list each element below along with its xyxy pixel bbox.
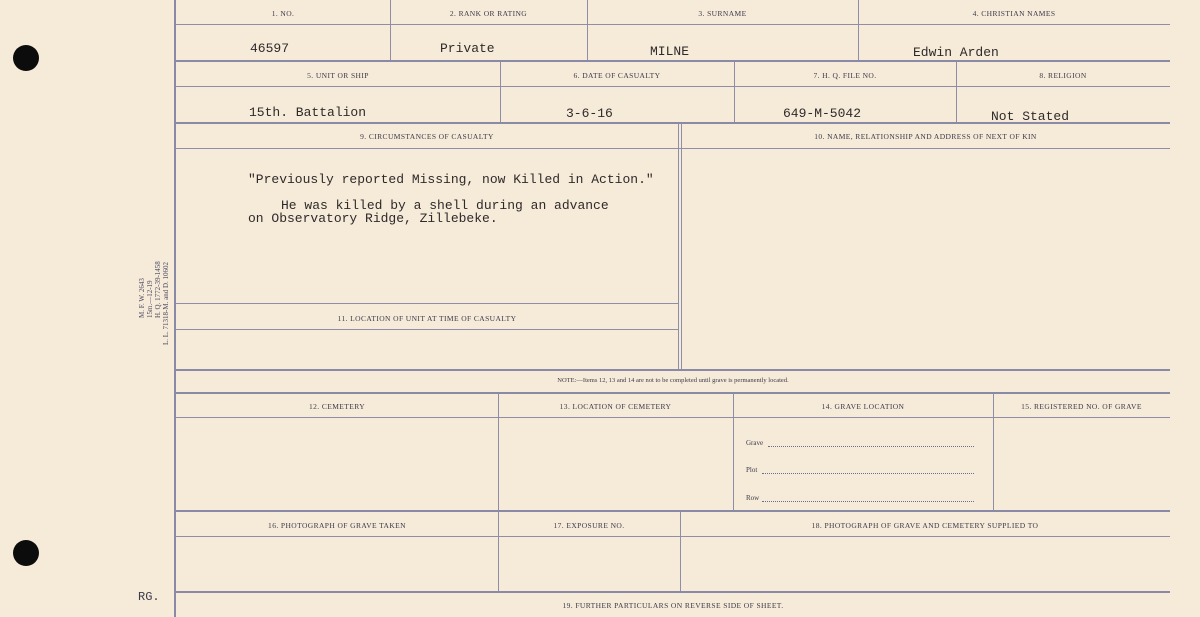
- surname-value: MILNE: [650, 44, 690, 59]
- rank-value: Private: [440, 41, 495, 56]
- label-cemetery-location: 13. LOCATION OF CEMETERY: [559, 402, 672, 411]
- row3-divider: [681, 124, 682, 369]
- row3-divider-inner: [678, 124, 679, 369]
- label-rank: 2. RANK OR RATING: [449, 9, 528, 18]
- row3-bottom-line: [176, 369, 1170, 371]
- grave-label: Grave: [746, 439, 764, 447]
- grave-dotted-line: [768, 446, 974, 447]
- location-top-line: [176, 303, 678, 304]
- label-no: 1. NO.: [271, 9, 295, 18]
- label-file: 7. H. Q. FILE NO.: [813, 71, 877, 80]
- row1-bottom-line: [176, 60, 1170, 62]
- row4-divider-1: [498, 394, 499, 510]
- row4-bottom-line: [176, 510, 1170, 512]
- note-text: NOTE:—Items 12, 13 and 14 are not to be completed until grave is permanently located.: [557, 377, 789, 384]
- punch-hole-bottom: [13, 540, 39, 566]
- label-location-of-unit: 11. LOCATION OF UNIT AT TIME OF CASUALTY: [337, 314, 517, 323]
- label-registered-no: 15. REGISTERED NO. OF GRAVE: [1021, 402, 1142, 411]
- label-exposure: 17. EXPOSURE NO.: [553, 521, 625, 530]
- form-code-1: M. F. W. 2643: [138, 278, 146, 318]
- row-dotted-line: [762, 501, 974, 502]
- row2-header-line: [176, 86, 1170, 87]
- label-next-of-kin: 10. NAME, RELATIONSHIP AND ADDRESS OF NEXT OF KIN: [814, 132, 1037, 141]
- row4-divider-3: [993, 394, 994, 510]
- service-number: 46597: [250, 41, 290, 56]
- religion-value: Not Stated: [991, 109, 1070, 124]
- circumstances-line-2: He was killed by a shell during an advance: [281, 198, 609, 213]
- label-grave-location: 14. GRAVE LOCATION: [821, 402, 905, 411]
- form-code-2: 15m.—12-19: [146, 280, 154, 318]
- row4-header-line: [176, 417, 1170, 418]
- label-photo-taken: 16. PHOTOGRAPH OF GRAVE TAKEN: [268, 521, 406, 530]
- footer-note: 19. FURTHER PARTICULARS ON REVERSE SIDE OF SHEET.: [562, 601, 784, 610]
- circumstances-line-3: on Observatory Ridge, Zillebeke.: [248, 211, 498, 226]
- label-photo-supplied: 18. PHOTOGRAPH OF GRAVE AND CEMETERY SUPPLIED TO: [811, 521, 1039, 530]
- location-header-line: [176, 329, 678, 330]
- date-value: 3-6-16: [566, 106, 613, 121]
- unit-value: 15th. Battalion: [249, 105, 367, 120]
- label-religion: 8. RELIGION: [1039, 71, 1087, 80]
- christian-names-value: Edwin Arden: [913, 45, 999, 60]
- punch-hole-top: [13, 45, 39, 71]
- plot-label: Plot: [746, 466, 758, 474]
- label-unit: 5. UNIT OR SHIP: [307, 71, 369, 80]
- label-circumstances: 9. CIRCUMSTANCES OF CASUALTY: [360, 132, 494, 141]
- row1-header-line: [176, 24, 1170, 25]
- form-code-3: H. Q. 1772-39-1458: [154, 261, 162, 318]
- row4-divider-2: [733, 394, 734, 510]
- plot-dotted-line: [762, 473, 974, 474]
- label-date: 6. DATE OF CASUALTY: [573, 71, 661, 80]
- row5-header-line: [176, 536, 1170, 537]
- bottom-code: RG.: [138, 590, 160, 604]
- row-label: Row: [746, 494, 760, 502]
- form-code-4: L. L. 71318-M. and D. 10602: [162, 261, 170, 345]
- label-christian-names: 4. CHRISTIAN NAMES: [972, 9, 1056, 18]
- row5-bottom-line: [176, 591, 1170, 593]
- label-cemetery: 12. CEMETERY: [308, 402, 366, 411]
- label-surname: 3. SURNAME: [698, 9, 747, 18]
- note-bottom-line: [176, 392, 1170, 394]
- row3-header-line: [176, 148, 1170, 149]
- circumstances-line-1: "Previously reported Missing, now Killed in Action.": [248, 172, 654, 187]
- file-number-value: 649-M-5042: [783, 106, 862, 121]
